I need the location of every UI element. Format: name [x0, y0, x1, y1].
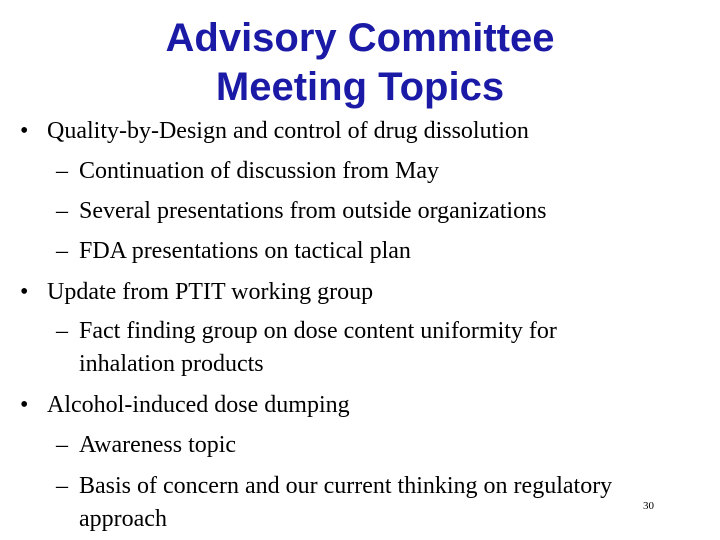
bullet-text: Quality-by-Design and control of drug dissolution	[47, 118, 529, 144]
sub-bullet-text: inhalation products	[79, 351, 264, 377]
dash-marker: –	[56, 198, 68, 224]
slide-title-line-2: Meeting Topics	[215, 65, 505, 109]
dash-marker: –	[56, 473, 68, 499]
sub-bullet-text: FDA presentations on tactical plan	[79, 238, 411, 264]
bullet-marker: •	[20, 392, 29, 418]
sub-bullet-text: Fact finding group on dose content uniformity for	[79, 318, 557, 344]
dash-marker: –	[56, 432, 68, 458]
bullet-text: Alcohol-induced dose dumping	[47, 392, 350, 418]
bullet-marker: •	[20, 118, 29, 144]
sub-bullet-text: approach	[79, 506, 167, 532]
sub-bullet-text: Awareness topic	[79, 432, 237, 458]
page-number: 30	[643, 500, 654, 512]
slide-title-line-1: Advisory Committee	[165, 16, 555, 60]
bullet-marker: •	[20, 279, 29, 305]
sub-bullet-text: Basis of concern and our current thinking on regulatory	[79, 473, 613, 499]
sub-bullet-text: Several presentations from outside organizations	[79, 198, 547, 224]
dash-marker: –	[56, 158, 68, 184]
sub-bullet-text: Continuation of discussion from May	[79, 158, 439, 184]
dash-marker: –	[56, 318, 68, 344]
dash-marker: –	[56, 238, 68, 264]
bullet-text: Update from PTIT working group	[47, 279, 374, 305]
